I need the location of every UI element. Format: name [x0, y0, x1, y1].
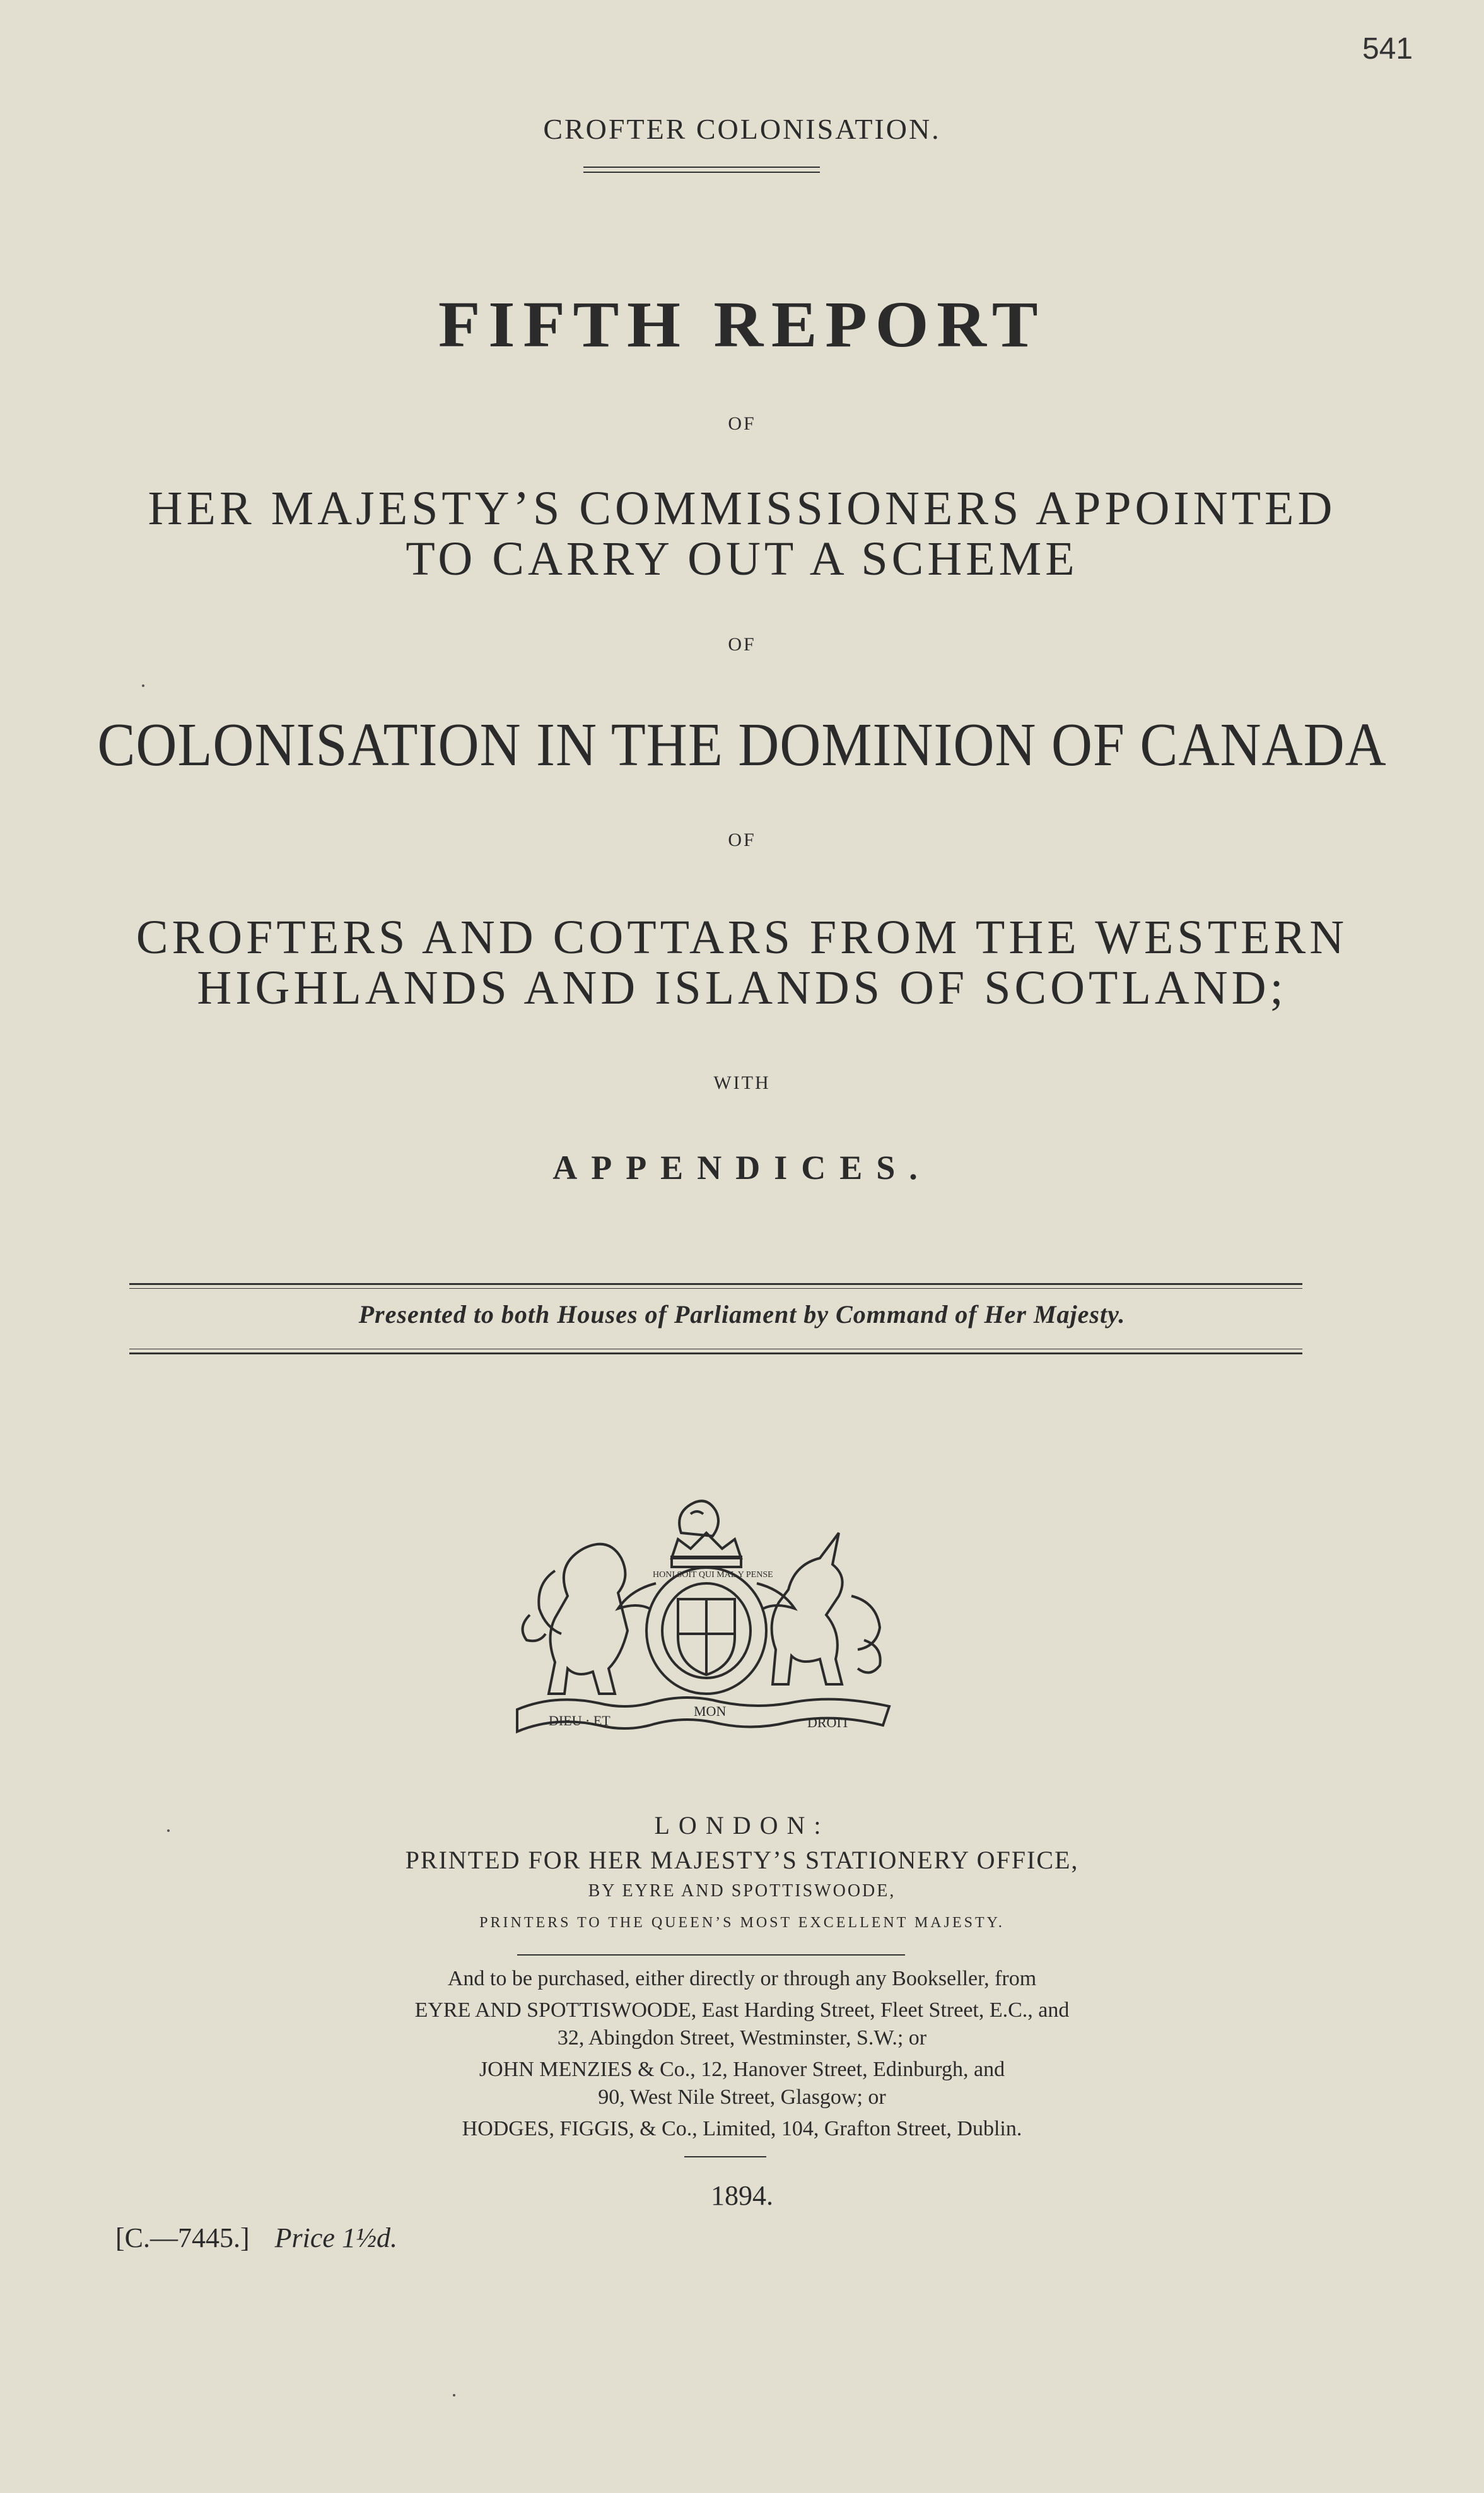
paper-speck: [453, 2394, 455, 2396]
crofters-line-2: HIGHLANDS AND ISLANDS OF SCOTLAND;: [197, 961, 1287, 1014]
page-number: 541: [1362, 32, 1413, 66]
of-connector-1: OF: [728, 413, 756, 434]
purchase-rule: [684, 2156, 766, 2157]
series-rule-bottom: [583, 172, 820, 173]
of-connector-2: OF: [728, 634, 756, 655]
motto-center: MON: [694, 1703, 727, 1719]
crofters-line-1: CROFTERS AND COTTARS FROM THE WESTERN: [136, 911, 1348, 964]
purchase-line-3: 32, Abingdon Street, Westminster, S.W.; or: [557, 2026, 927, 2050]
purchase-line-2: EYRE AND SPOTTISWOODE, East Harding Street, Fleet Street, E.C., and: [414, 1998, 1070, 2022]
paper-speck: [167, 1829, 170, 1832]
commissioners-line-1: HER MAJESTY’S COMMISSIONERS APPOINTED: [148, 482, 1336, 535]
presented-rule-top-1: [129, 1283, 1302, 1285]
publication-year: 1894.: [711, 2180, 773, 2211]
presented-line: Presented to both Houses of Parliament by Command of Her Majesty.: [358, 1300, 1126, 1329]
imprint-printers-title: PRINTERS TO THE QUEEN’S MOST EXCELLENT MAJESTY.: [479, 1915, 1005, 1931]
of-connector-3: OF: [728, 830, 756, 850]
purchase-line-6: HODGES, FIGGIS, & Co., Limited, 104, Grafton Street, Dublin.: [462, 2117, 1022, 2140]
with-connector: WITH: [713, 1072, 771, 1093]
appendices-heading: APPENDICES.: [552, 1149, 932, 1187]
imprint-printed-for: PRINTED FOR HER MAJESTY’S STATIONERY OFFICE,: [405, 1846, 1079, 1874]
report-title: FIFTH REPORT: [438, 288, 1046, 361]
commissioners-line-2: TO CARRY OUT A SCHEME: [406, 532, 1078, 585]
purchase-line-1: And to be purchased, either directly or through any Bookseller, from: [447, 1967, 1037, 1990]
purchase-line-5: 90, West Nile Street, Glasgow; or: [598, 2085, 886, 2109]
series-rule-top: [583, 167, 820, 168]
colonisation-line: COLONISATION IN THE DOMINION OF CANADA: [97, 711, 1387, 779]
garter-motto: HONI SOIT QUI MAL Y PENSE: [653, 1570, 773, 1580]
price: Price 1½d.: [274, 2222, 397, 2253]
purchase-line-4: JOHN MENZIES & Co., 12, Hanover Street, Edinburgh, and: [479, 2058, 1005, 2081]
imprint-rule: [517, 1954, 905, 1956]
paper-speck: [142, 684, 144, 687]
imprint-printer: BY EYRE AND SPOTTISWOODE,: [588, 1881, 896, 1901]
presented-rule-bottom-2: [129, 1352, 1302, 1354]
imprint-city: LONDON:: [654, 1811, 830, 1839]
royal-coat-of-arms: [511, 1489, 902, 1741]
motto-right: DROIT: [807, 1715, 850, 1730]
motto-left: DIEU · ET: [549, 1713, 611, 1728]
presented-rule-top-2: [129, 1288, 1302, 1289]
series-title: CROFTER COLONISATION.: [543, 113, 941, 145]
command-and-price: [115, 2222, 397, 2254]
command-number: [C.—7445.]: [115, 2222, 250, 2253]
